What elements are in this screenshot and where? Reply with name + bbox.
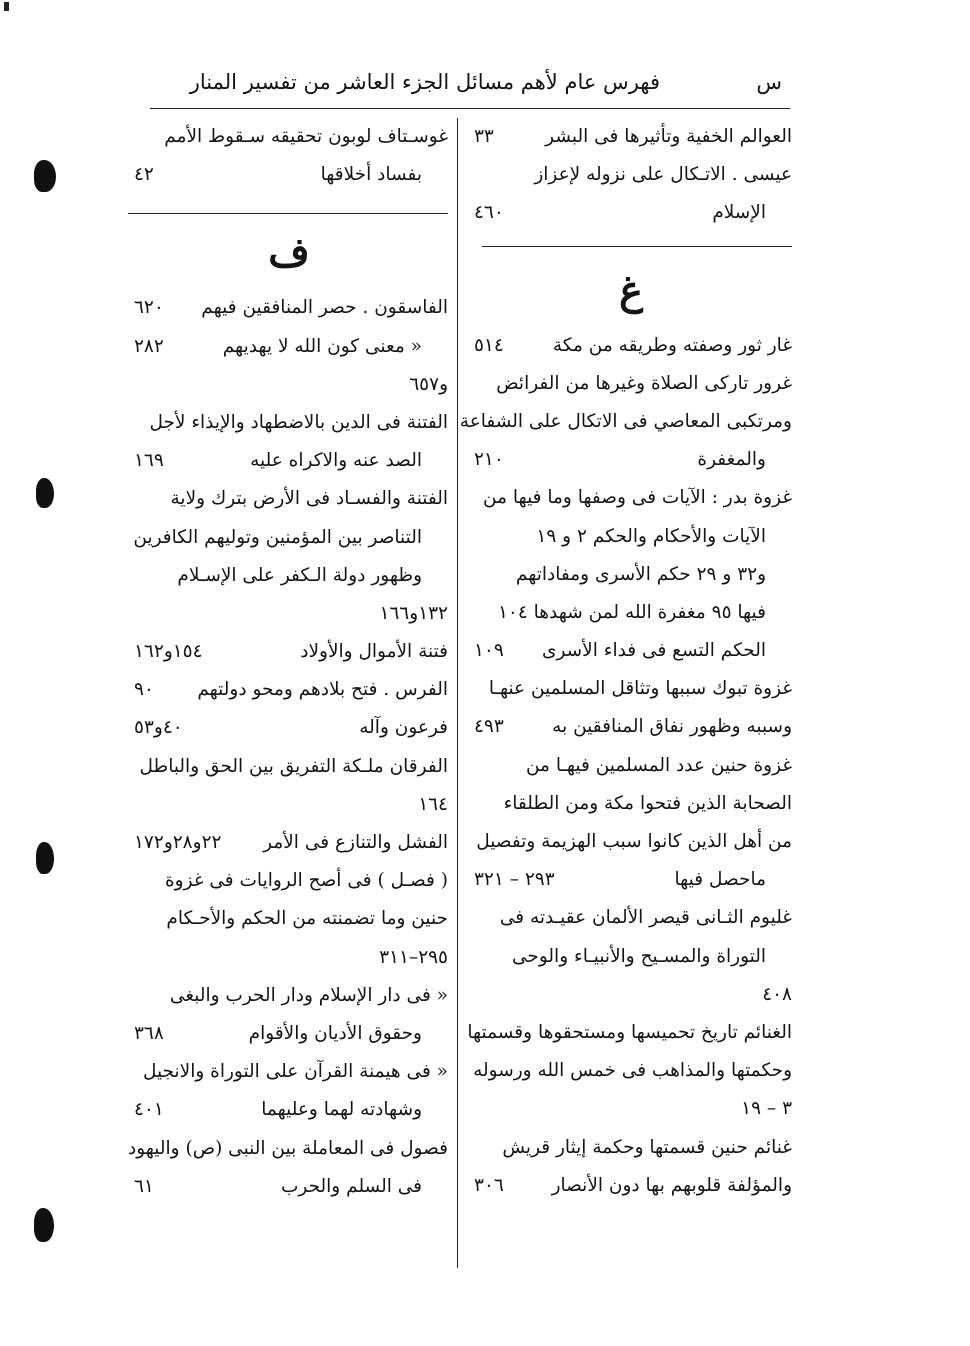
entry-text: الصحابة الذين فتحوا مكة ومن الطلقاء [503,792,792,814]
index-column-left [127,118,448,1206]
entry-text: والمغفرة [697,449,766,471]
entry-text: غزوة تبوك سببها وتثاقل المسلمين عنهـا [488,678,792,700]
entry-text: فصول فى المعاملة بين النبى (ص) واليهود [127,1137,448,1159]
page-reference: ٣٠٦ [474,1174,504,1196]
page-reference: ٣٣ [474,126,494,147]
page-reference: ٤٢ [134,164,154,186]
left-column-entries [127,289,448,1206]
index-entry [470,1167,792,1205]
page-reference: ٢٩٣ – ٣٢١ [474,869,555,891]
entry-text: فتنة الأموال والأولاد [300,641,448,663]
entry-text: الفاسقون . حصر المنافقين فيهم [201,297,448,319]
page-reference: ١٦٩ [134,450,164,472]
binding-hole-mark [34,160,56,192]
page-reference: ٢٢و٢٨و١٧٢ [134,832,222,853]
entry-text: ( فصـل ) فى أصح الروايات فى غزوة [164,870,448,892]
index-entry [470,632,792,670]
binding-hole-mark [36,478,54,508]
page-reference: ٤٩٣ [474,716,504,738]
index-entry [470,1052,792,1090]
entry-text: وظهور دولة الـكفر على الإسـلام [177,564,422,586]
left-column-top-entries [130,118,448,194]
entry-text: وحكمتها والمذاهب فى خمس الله ورسوله [473,1060,792,1082]
index-entry [130,595,448,633]
index-entry [130,633,448,671]
entry-text: الفرس . فتح بلادهم ومحو دولتهم [197,679,448,701]
entry-text: غليوم الثـانى قيصر الألمان عقيـدته فى [499,907,792,929]
page-reference: ٦٢٠ [134,297,164,319]
right-column-entries [459,327,792,1205]
index-entry [470,976,792,1014]
column-divider [457,118,458,1268]
index-entry [130,442,448,480]
index-entry [130,786,448,824]
entry-text: و٣٢ و ٢٩ حكم الأسرى ومفاداتهم [515,563,766,585]
entry-text: الفرقان ملـكة التفريق بين الحق والباطل [139,755,448,777]
index-entry [470,365,792,403]
page-reference: ١٥٤و١٦٢ [134,641,203,663]
entry-text: ماحصل فيها [674,869,766,891]
entry-text: غزوة حنين عدد المسلمين فيهـا من [525,754,792,776]
page-reference: ٣٦٨ [134,1022,164,1044]
page-reference: ١٣٢و١٦٦ [379,602,448,624]
scan-corner-mark [4,2,9,11]
entry-text: حنين وما تضمنته من الحكم والأحـكام [166,908,448,930]
index-entry [130,519,448,557]
binding-hole-mark [34,1208,54,1242]
index-entry [130,404,448,442]
page-header [150,70,782,110]
page-reference: ٤٠١ [134,1099,164,1121]
entry-text: الفتنة فى الدين بالاضطهاد والإيذاء لأجل [149,411,448,433]
entry-text: فرعون وآله [359,717,448,739]
index-entry [130,366,448,404]
entry-text: التوراة والمسـيح والأنبيـاء والوحى [512,945,766,967]
index-entry [130,900,448,938]
index-entry [470,1090,792,1128]
index-entry [130,156,448,194]
entry-text: وسببه وظهور نفاق المنافقين به [552,716,792,738]
entry-text: الحكم التسع فى فداء الأسرى [541,640,766,662]
index-entry [467,1014,792,1052]
entry-text: غوسـتاف لوبون تحقيقه سـقوط الأمم [164,126,448,147]
index-entry [130,118,448,156]
page-reference: ٤٠٨ [762,983,792,1005]
entry-text: التناصر بين المؤمنين وتوليهم الكافرين [133,526,422,548]
index-entry [130,1053,448,1091]
entry-text: « معنى كون الله لا يهديهم [222,335,422,357]
index-entry [470,194,792,232]
index-entry [459,403,792,441]
header-rule [150,108,790,109]
index-entry [130,709,448,747]
index-entry [470,556,792,594]
page-reference: ٦١ [134,1175,154,1197]
page-reference: ٢٨٢ [134,335,164,357]
index-entry [127,1130,448,1168]
section-rule [130,194,448,213]
index-entry [470,861,792,899]
index-entry [470,899,792,937]
entry-text: فى السلم والحرب [280,1175,422,1197]
page-reference: ٢٩٥–٣١١ [379,946,448,968]
index-entry [470,479,792,517]
index-entry [470,1129,792,1167]
entry-text: الفتنة والفسـاد فى الأرض بترك ولاية [170,488,448,510]
entry-text: غرور تاركى الصلاة وغيرها من الفرائض [496,372,792,394]
entry-text: فيها ٩٥ مغفرة الله لمن شهدها ١٠٤ [497,601,766,623]
entry-text: العوالم الخفية وتأثيرها فى البشر [545,126,792,147]
entry-text: والمؤلفة قلوبهم بها دون الأنصار [551,1174,792,1196]
entry-text: عيسى . الاتـكال على نزوله لإعزاز [534,164,792,186]
index-entry [130,289,448,327]
right-column-top-entries [470,118,792,233]
entry-text: الصد عنه والاكراه عليه [250,450,422,472]
entry-text: غار ثور وصفته وطريقه من مكة [552,334,792,356]
index-entry [470,518,792,556]
index-entry [470,708,792,746]
page-number: س [756,70,782,94]
right-section-rule [482,246,792,247]
index-entry [130,748,448,786]
index-entry [130,328,448,366]
page-reference: ٣ – ١٩ [741,1098,792,1120]
index-entry [130,862,448,900]
entry-text: من أهل الذين كانوا سبب الهزيمة وتفصيل [476,831,792,852]
index-entry [130,1168,448,1206]
index-entry [470,327,792,365]
left-section-rule [128,213,448,214]
page-reference: و٦٥٧ [409,373,448,395]
index-entry [470,118,792,156]
index-entry [130,557,448,595]
index-entry [130,480,448,518]
entry-text: « فى دار الإسلام ودار الحرب والبغى [169,984,448,1006]
section-letter-ghayn: غ [619,266,643,314]
page-title: فهرس عام لأهم مسائل الجزء العاشر من تفسير المنار [189,70,660,94]
entry-text: وحقوق الأديان والأقوام [248,1022,422,1044]
entry-text: وشهادته لهما وعليهما [261,1099,422,1121]
section-rule [470,233,792,251]
page-reference: ٩٠ [134,679,154,701]
index-entry [130,1015,448,1053]
page-reference: ١٠٩ [474,640,504,662]
index-entry [470,785,792,823]
index-entry [470,594,792,632]
index-entry [470,938,792,976]
page-reference: ٥١٤ [474,334,504,356]
index-entry [130,671,448,709]
entry-text: « فى هيمنة القرآن على التوراة والانجيل [142,1061,448,1083]
entry-text: غزوة بدر : الآيات فى وصفها وما فيها من [483,487,792,509]
entry-text: ومرتكبى المعاصي فى الاتكال على الشفاعة [459,410,792,432]
page-reference: ٤٠و٥٣ [134,717,183,739]
index-column-right [459,118,792,1205]
entry-text: الغنائم تاريخ تحميسها ومستحقوها وقسمتها [467,1021,792,1043]
entry-text: بفساد أخلاقها [320,164,422,186]
index-entry [130,824,448,862]
entry-text: الفشل والتنازع فى الأمر [263,832,448,853]
entry-text: الإسلام [712,202,766,224]
index-entry [470,747,792,785]
index-entry [470,441,792,479]
index-entry [130,1091,448,1129]
entry-text: غنائم حنين قسمتها وحكمة إيثار قريش [502,1136,792,1158]
page-reference: ١٦٤ [418,793,448,815]
index-entry [130,977,448,1015]
entry-text: الآيات والأحكام والحكم ٢ و ١٩ [536,525,766,547]
index-entry [470,670,792,708]
page-reference: ٤٦٠ [474,202,504,224]
index-entry [470,823,792,861]
index-entry [470,156,792,194]
page-reference: ٢١٠ [474,449,504,471]
binding-hole-mark [36,842,54,874]
index-entry [130,939,448,977]
section-letter-fa: ف [268,229,310,277]
